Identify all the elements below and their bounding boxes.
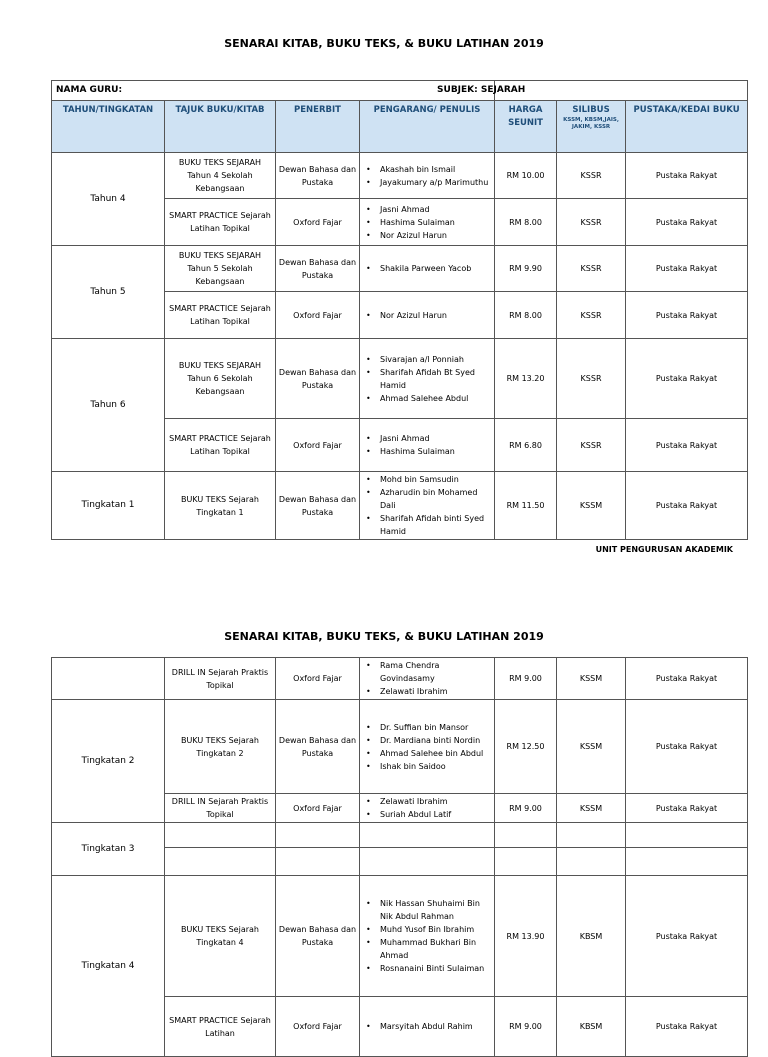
author-list	[362, 659, 492, 698]
syllabus-cell: KBSM	[557, 997, 626, 1057]
title-cell: BUKU TEKS SEJARAH Tahun 4 Sekolah Kebangsaan	[165, 153, 276, 199]
title-cell: DRILL IN Sejarah Praktis Topikal	[165, 794, 276, 823]
year-cell: Tingkatan 2	[52, 700, 165, 823]
publisher-cell: Dewan Bahasa dan Pustaka	[276, 876, 360, 997]
price-cell: RM 9.00	[495, 794, 557, 823]
table-row	[52, 339, 748, 419]
author-item: • Hashima Sulaiman	[380, 216, 492, 229]
author-item: • Rama Chendra Govindasamy	[380, 659, 492, 685]
bookstore-cell: Pustaka Rakyat	[626, 997, 748, 1057]
price-cell: RM 12.50	[495, 700, 557, 794]
author-list	[362, 309, 492, 322]
author-cell	[360, 292, 495, 339]
publisher-cell: Dewan Bahasa dan Pustaka	[276, 246, 360, 292]
author-item: • Muhd Yusof Bin Ibrahim	[380, 923, 492, 936]
author-item: • Marsyitah Abdul Rahim	[380, 1020, 492, 1033]
year-cell: Tahun 5	[52, 246, 165, 339]
author-cell	[360, 794, 495, 823]
page1-title: SENARAI KITAB, BUKU TEKS, & BUKU LATIHAN 2019	[224, 37, 544, 50]
bookstore-cell: Pustaka Rakyat	[626, 794, 748, 823]
syllabus-cell: KSSM	[557, 794, 626, 823]
col-header-silibus	[557, 101, 626, 153]
author-item: • Jasni Ahmad	[380, 432, 492, 445]
syllabus-cell	[557, 823, 626, 848]
author-item: • Nik Hassan Shuhaimi Bin Nik Abdul Rahman	[380, 897, 492, 923]
table-row	[52, 153, 748, 199]
col-header-tahun: TAHUN/TINGKATAN	[52, 101, 165, 153]
publisher-cell: Oxford Fajar	[276, 794, 360, 823]
author-item: • Shakila Parween Yacob	[380, 262, 492, 275]
author-cell	[360, 997, 495, 1057]
syllabus-cell: KSSM	[557, 472, 626, 540]
title-cell: BUKU TEKS Sejarah Tingkatan 1	[165, 472, 276, 540]
author-item: • Dr. Suffian bin Mansor	[380, 721, 492, 734]
table-row	[52, 876, 748, 997]
price-cell: RM 9.00	[495, 658, 557, 700]
col-header-penerbit: PENERBIT	[276, 101, 360, 153]
author-item: • Azharudin bin Mohamed Dali	[380, 486, 492, 512]
col-header-harga: HARGA SEUNIT	[495, 101, 557, 153]
publisher-cell: Oxford Fajar	[276, 997, 360, 1057]
bookstore-cell: Pustaka Rakyat	[626, 199, 748, 246]
year-cell: Tahun 6	[52, 339, 165, 472]
publisher-cell: Oxford Fajar	[276, 292, 360, 339]
publisher-cell: Oxford Fajar	[276, 199, 360, 246]
bookstore-cell: Pustaka Rakyat	[626, 472, 748, 540]
book-list-table-2	[51, 657, 748, 1057]
col-header-tajuk: TAJUK BUKU/KITAB	[165, 101, 276, 153]
title-cell	[165, 823, 276, 848]
author-item: • Nor Azizul Harun	[380, 309, 492, 322]
subjek-label: SUBJEK: SEJARAH	[495, 81, 748, 101]
author-cell	[360, 876, 495, 997]
publisher-cell: Dewan Bahasa dan Pustaka	[276, 153, 360, 199]
author-list	[362, 721, 492, 773]
author-item: • Jasni Ahmad	[380, 203, 492, 216]
title-cell: SMART PRACTICE Sejarah Latihan Topikal	[165, 419, 276, 472]
table-row	[52, 246, 748, 292]
year-cell: Tahun 4	[52, 153, 165, 246]
price-cell: RM 10.00	[495, 153, 557, 199]
bookstore-cell: Pustaka Rakyat	[626, 419, 748, 472]
author-item: • Ahmad Salehee Abdul	[380, 392, 492, 405]
author-item: • Hashima Sulaiman	[380, 445, 492, 458]
author-list	[362, 163, 492, 189]
author-cell	[360, 823, 495, 848]
table-row	[52, 472, 748, 540]
price-cell: RM 8.00	[495, 292, 557, 339]
title-cell	[165, 848, 276, 876]
author-item: • Zelawati Ibrahim	[380, 685, 492, 698]
table-row	[52, 700, 748, 794]
author-list	[362, 1020, 492, 1033]
author-cell	[360, 472, 495, 540]
author-item: • Nor Azizul Harun	[380, 229, 492, 242]
syllabus-cell: KSSR	[557, 246, 626, 292]
author-list	[362, 473, 492, 538]
price-cell: RM 11.50	[495, 472, 557, 540]
publisher-cell	[276, 823, 360, 848]
author-item: • Ishak bin Saidoo	[380, 760, 492, 773]
publisher-cell: Dewan Bahasa dan Pustaka	[276, 700, 360, 794]
table-row	[52, 823, 748, 848]
author-list	[362, 262, 492, 275]
author-item: • Ahmad Salehee bin Abdul	[380, 747, 492, 760]
bookstore-cell: Pustaka Rakyat	[626, 658, 748, 700]
bookstore-cell: Pustaka Rakyat	[626, 876, 748, 997]
title-cell: BUKU TEKS SEJARAH Tahun 5 Sekolah Kebangsaan	[165, 246, 276, 292]
bookstore-cell	[626, 823, 748, 848]
author-item: • Suriah Abdul Latif	[380, 808, 492, 821]
author-cell	[360, 848, 495, 876]
publisher-cell: Dewan Bahasa dan Pustaka	[276, 472, 360, 540]
title-cell: BUKU TEKS Sejarah Tingkatan 4	[165, 876, 276, 997]
author-item: • Akashah bin Ismail	[380, 163, 492, 176]
author-list	[362, 353, 492, 405]
bookstore-cell: Pustaka Rakyat	[626, 153, 748, 199]
syllabus-cell: KBSM	[557, 876, 626, 997]
author-item: • Sharifah Afidah binti Syed Hamid	[380, 512, 492, 538]
syllabus-cell	[557, 848, 626, 876]
author-item: • Sivarajan a/l Ponniah	[380, 353, 492, 366]
price-cell: RM 9.00	[495, 997, 557, 1057]
syllabus-cell: KSSR	[557, 339, 626, 419]
year-cell	[52, 658, 165, 700]
title-cell: SMART PRACTICE Sejarah Latihan Topikal	[165, 292, 276, 339]
author-cell	[360, 658, 495, 700]
author-item: • Muhammad Bukhari Bin Ahmad	[380, 936, 492, 962]
author-list	[362, 897, 492, 975]
silibus-title: SILIBUS	[572, 105, 610, 115]
author-cell	[360, 339, 495, 419]
author-item: • Sharifah Afidah Bt Syed Hamid	[380, 366, 492, 392]
title-cell: DRILL IN Sejarah Praktis Topikal	[165, 658, 276, 700]
col-header-pustaka: PUSTAKA/KEDAI BUKU	[626, 101, 748, 153]
author-cell	[360, 700, 495, 794]
price-cell: RM 9.90	[495, 246, 557, 292]
publisher-cell: Oxford Fajar	[276, 419, 360, 472]
syllabus-cell: KSSR	[557, 199, 626, 246]
footer-unit: UNIT PENGURUSAN AKADEMIK	[595, 545, 733, 554]
publisher-cell: Oxford Fajar	[276, 658, 360, 700]
author-item: • Mohd bin Samsudin	[380, 473, 492, 486]
author-item: • Jayakumary a/p Marimuthu	[380, 176, 492, 189]
publisher-cell: Dewan Bahasa dan Pustaka	[276, 339, 360, 419]
author-list	[362, 432, 492, 458]
silibus-subtitle: KSSM, KBSM,JAIS, JAKIM, KSSR	[563, 117, 619, 130]
price-cell: RM 13.90	[495, 876, 557, 997]
author-list	[362, 795, 492, 821]
table-1-body	[52, 153, 748, 540]
price-cell	[495, 848, 557, 876]
price-cell: RM 13.20	[495, 339, 557, 419]
syllabus-cell: KSSR	[557, 153, 626, 199]
price-cell	[495, 823, 557, 848]
title-cell: BUKU TEKS Sejarah Tingkatan 2	[165, 700, 276, 794]
title-cell: BUKU TEKS SEJARAH Tahun 6 Sekolah Kebangsaan	[165, 339, 276, 419]
page2-title: SENARAI KITAB, BUKU TEKS, & BUKU LATIHAN 2019	[224, 630, 544, 643]
table-row	[52, 658, 748, 700]
bookstore-cell	[626, 848, 748, 876]
nama-guru-label: NAMA GURU:	[52, 81, 495, 101]
bookstore-cell: Pustaka Rakyat	[626, 700, 748, 794]
syllabus-cell: KSSM	[557, 700, 626, 794]
publisher-cell	[276, 848, 360, 876]
year-cell: Tingkatan 3	[52, 823, 165, 876]
syllabus-cell: KSSR	[557, 292, 626, 339]
author-cell	[360, 246, 495, 292]
author-item: • Zelawati Ibrahim	[380, 795, 492, 808]
author-list	[362, 203, 492, 242]
year-cell: Tingkatan 1	[52, 472, 165, 540]
syllabus-cell: KSSR	[557, 419, 626, 472]
author-item: • Rosnanaini Binti Sulaiman	[380, 962, 492, 975]
col-header-pengarang: PENGARANG/ PENULIS	[360, 101, 495, 153]
bookstore-cell: Pustaka Rakyat	[626, 339, 748, 419]
title-cell: SMART PRACTICE Sejarah Latihan Topikal	[165, 199, 276, 246]
author-cell	[360, 153, 495, 199]
bookstore-cell: Pustaka Rakyat	[626, 292, 748, 339]
syllabus-cell: KSSM	[557, 658, 626, 700]
year-cell: Tingkatan 4	[52, 876, 165, 1057]
author-item: • Dr. Mardiana binti Nordin	[380, 734, 492, 747]
table-2-body	[52, 658, 748, 1057]
book-list-table-1	[51, 80, 748, 540]
author-cell	[360, 199, 495, 246]
price-cell: RM 6.80	[495, 419, 557, 472]
author-cell	[360, 419, 495, 472]
title-cell: SMART PRACTICE Sejarah Latihan	[165, 997, 276, 1057]
price-cell: RM 8.00	[495, 199, 557, 246]
bookstore-cell: Pustaka Rakyat	[626, 246, 748, 292]
